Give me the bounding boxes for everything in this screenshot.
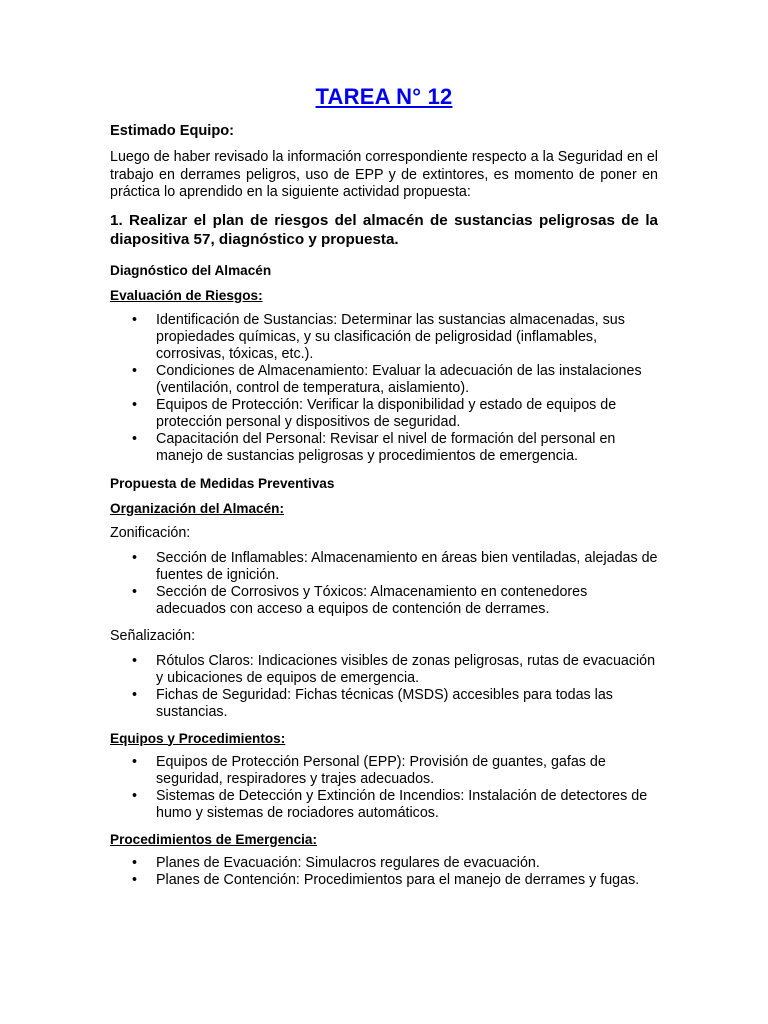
senalizacion-list [110,653,658,721]
list-item-text: Equipos de Protección: Verificar la disponibilidad y estado de equipos de protección personal y dispositivos de seguridad. [156,396,617,430]
document-title: TAREA N° 12 [315,84,453,109]
bullet-icon: • [132,396,138,413]
list-item-text: Sección de Inflamables: Almacenamiento en áreas bien ventiladas, alejadas de fuentes de ignición. [156,549,658,583]
equipos-list [110,754,658,822]
diagnostico-heading: Diagnóstico del Almacén [110,262,272,278]
list-item [110,788,658,822]
equipos-heading: Equipos y Procedimientos: [110,730,286,746]
list-item-text: Equipos de Protección Personal (EPP): Provisión de guantes, gafas de seguridad, respiradores y trajes adecuados. [156,753,606,787]
propuesta-heading: Propuesta de Medidas Preventivas [110,475,335,491]
intro-paragraph: Luego de haber revisado la información correspondiente respecto a la Seguridad en el trabajo en derrames peligros, uso de EPP y de extintores, es momento de poner en práctica lo aprendido en la siguiente actividad propuesta: [110,149,658,200]
list-item-text: Fichas de Seguridad: Fichas técnicas (MSDS) accesibles para todas las sustancias. [156,686,613,720]
list-item-text: Capacitación del Personal: Revisar el nivel de formación del personal en manejo de sustancias peligrosas y procedimientos de emergencia. [156,430,616,464]
bullet-icon: • [132,311,138,328]
greeting: Estimado Equipo: [110,123,235,139]
list-item [110,312,658,363]
bullet-icon: • [132,854,138,871]
zonificacion-list [110,550,658,618]
list-item-text: Sección de Corrosivos y Tóxicos: Almacenamiento en contenedores adecuados con acceso a equipos de contención de derrames. [156,583,588,617]
list-item-text: Planes de Evacuación: Simulacros regulares de evacuación. [156,854,540,871]
evaluacion-list [110,312,658,465]
bullet-icon: • [132,753,138,770]
list-item [110,754,658,788]
organizacion-heading: Organización del Almacén: [110,500,284,516]
bullet-icon: • [132,787,138,804]
list-item-text: Identificación de Sustancias: Determinar las sustancias almacenadas, sus propiedades químicas, y su clasificación de peligrosidad (inflamables, corrosivas, tóxicas, etc.). [156,311,625,362]
senalizacion-label: Señalización: [110,627,196,644]
list-item-text: Condiciones de Almacenamiento: Evaluar la adecuación de las instalaciones (ventilación, control de temperatura, aislamiento). [156,362,642,396]
list-item-text: Rótulos Claros: Indicaciones visibles de zonas peligrosas, rutas de evacuación y ubicaciones de equipos de emergencia. [156,652,656,686]
bullet-icon: • [132,871,138,888]
document-body [110,120,658,889]
bullet-icon: • [132,583,138,600]
bullet-icon: • [132,652,138,669]
list-item-text: Planes de Contención: Procedimientos para el manejo de derrames y fugas. [156,871,640,888]
bullet-icon: • [132,686,138,703]
emergencia-heading: Procedimientos de Emergencia: [110,831,317,847]
list-item [110,363,658,397]
list-item [110,397,658,431]
list-item [110,653,658,687]
emergencia-list [110,855,658,889]
list-item [110,687,658,721]
evaluacion-heading: Evaluación de Riesgos: [110,287,263,303]
bullet-icon: • [132,549,138,566]
bullet-icon: • [132,362,138,379]
list-item [110,872,658,889]
list-item [110,855,658,872]
list-item [110,550,658,584]
list-item [110,584,658,618]
bullet-icon: • [132,430,138,447]
task-statement: 1. Realizar el plan de riesgos del almacén de sustancias peligrosas de la diapositiva 57, diagnóstico y propuesta. [110,211,658,248]
zonificacion-label: Zonificación: [110,524,191,541]
list-item-text: Sistemas de Detección y Extinción de Incendios: Instalación de detectores de humo y sistemas de rociadores automáticos. [156,787,648,821]
list-item [110,431,658,465]
